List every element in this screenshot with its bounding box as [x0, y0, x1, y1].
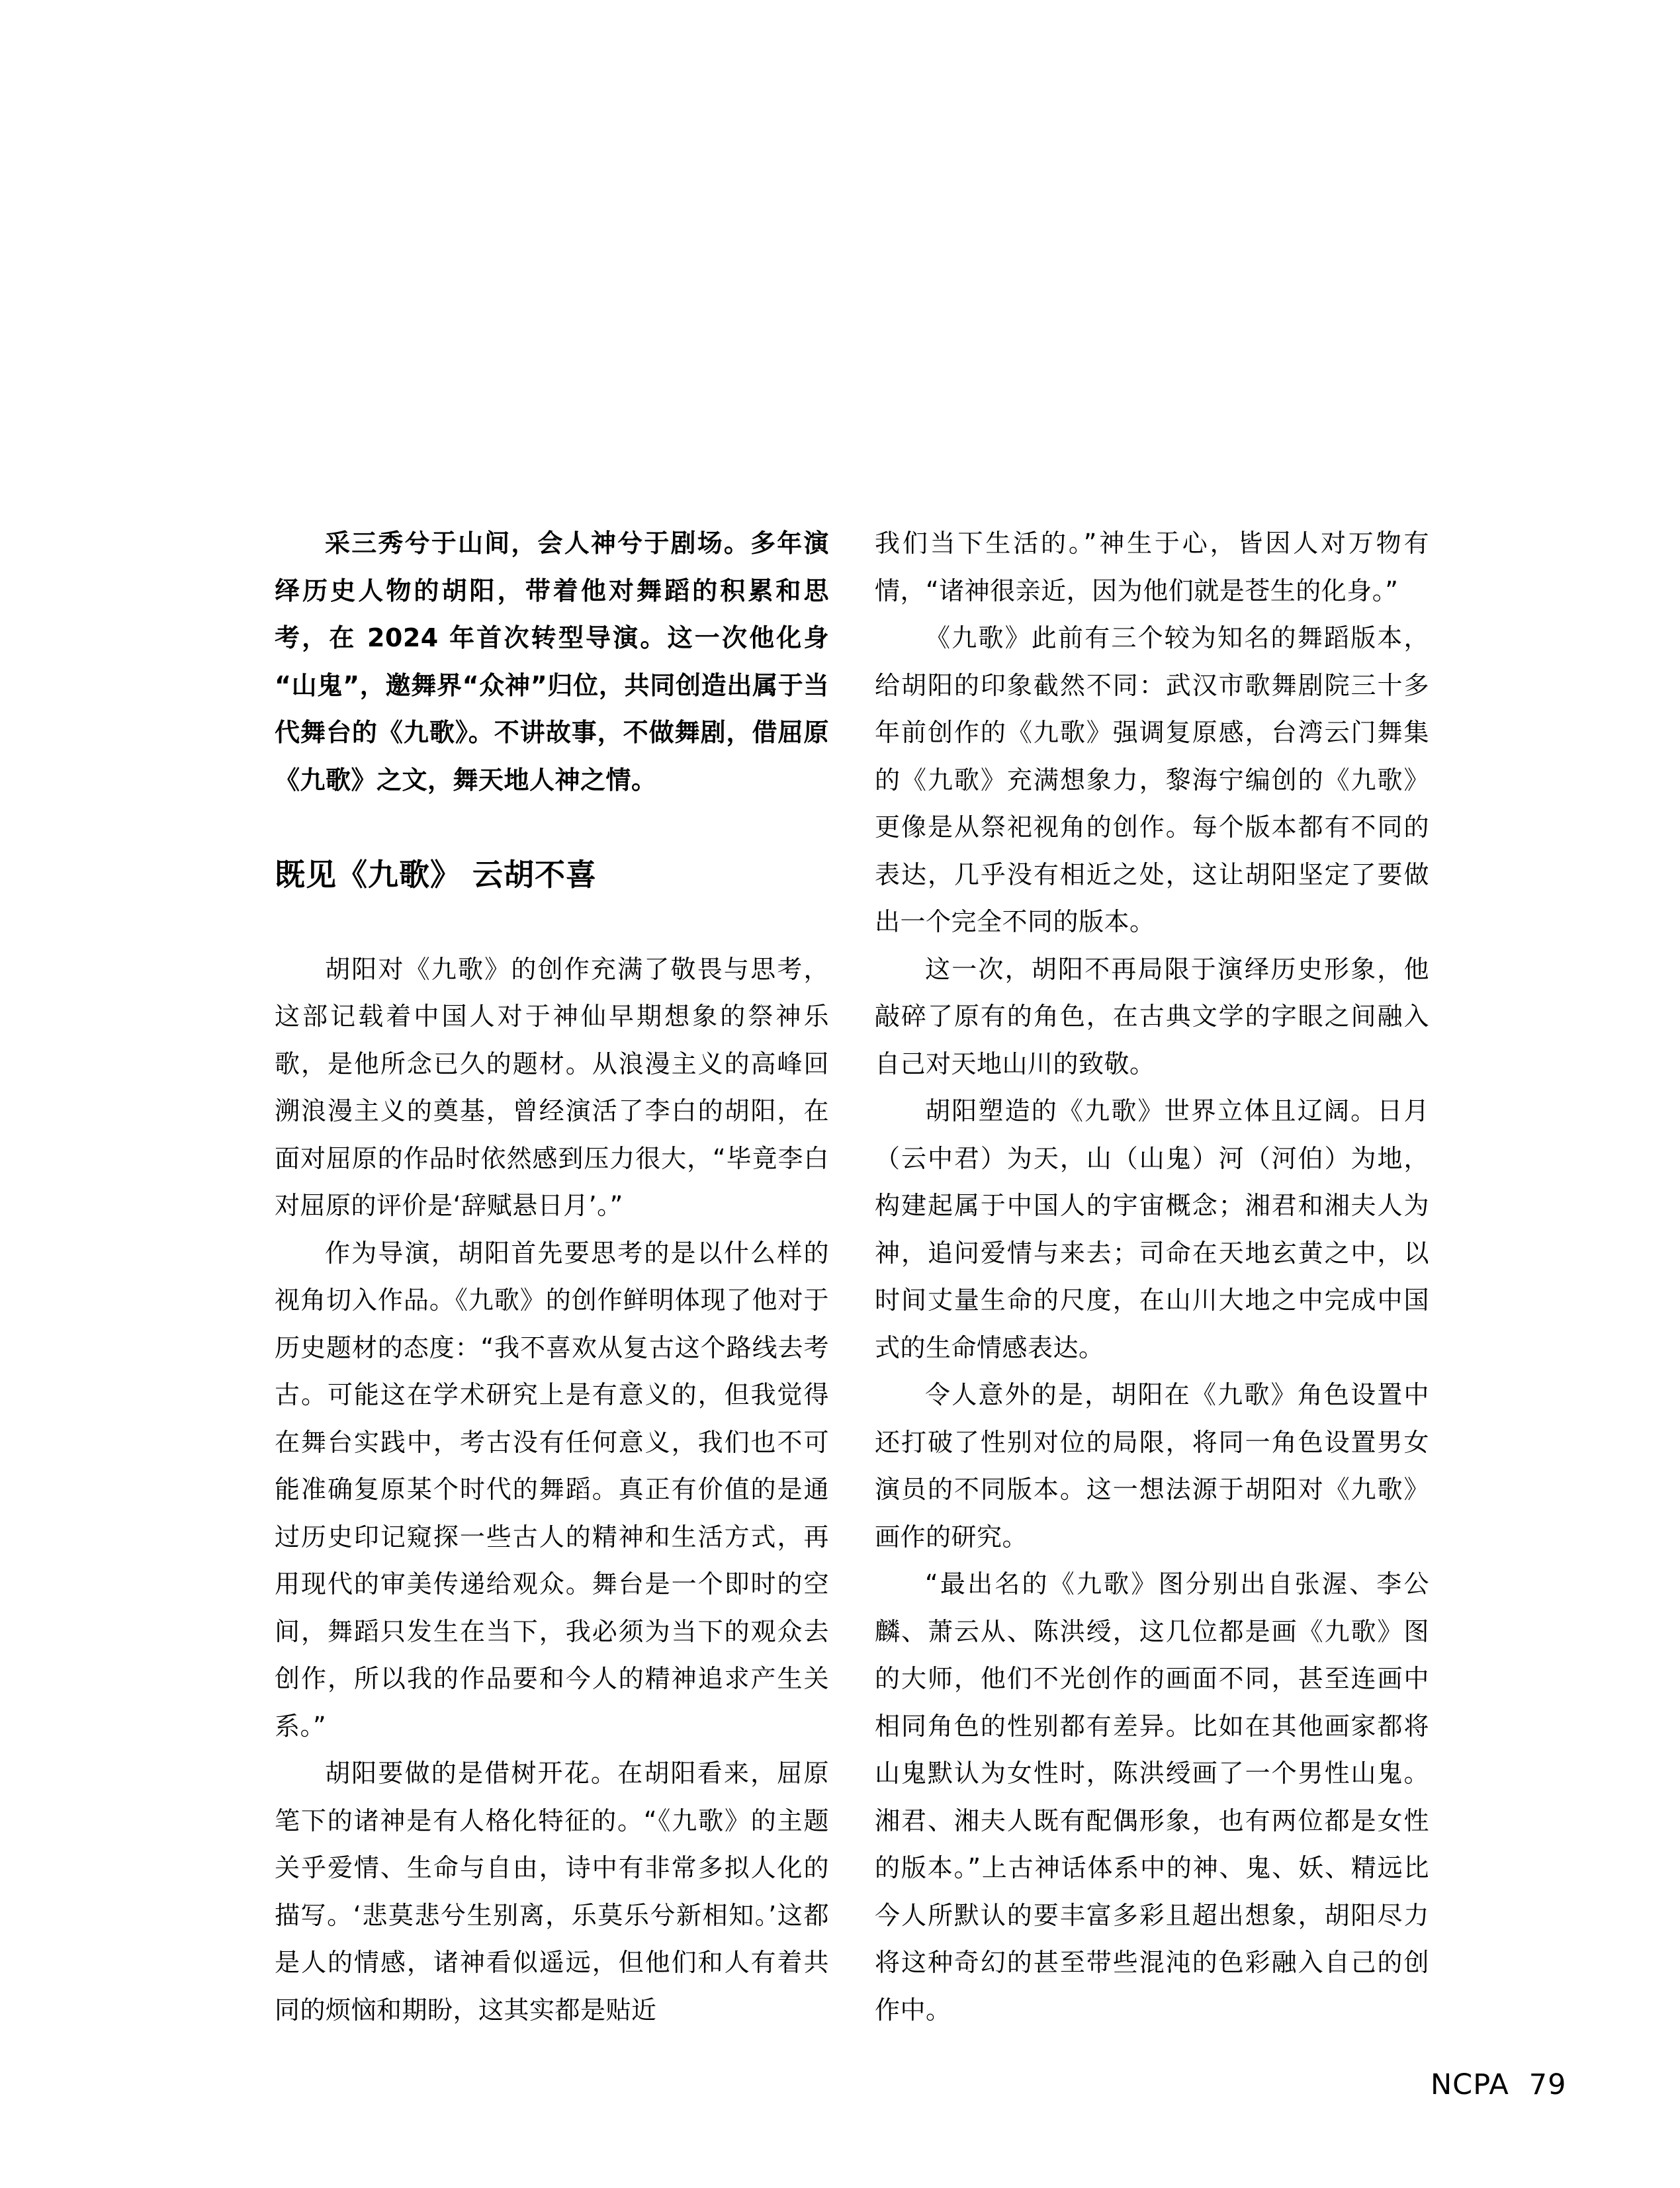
right-text-column	[875, 520, 1429, 2034]
left-text-column	[275, 520, 829, 2034]
paragraph: 胡阳对《九歌》的创作充满了敬畏与思考，这部记载着中国人对于神仙早期想象的祭神乐歌，是他所念已久的题材。从浪漫主义的高峰回溯浪漫主义的奠基，曾经演活了李白的胡阳，在面对屈原的作品时依然感到压力很大，“毕竟李白对屈原的评价是‘辞赋悬日月’。”	[275, 954, 829, 1220]
paragraph: 胡阳塑造的《九歌》世界立体且辽阔。日月（云中君）为天，山（山鬼）河（河伯）为地，构建起属于中国人的宇宙概念；湘君和湘夫人为神，追问爱情与来去；司命在天地玄黄之中，以时间丈量生命的尺度，在山川大地之中完成中国式的生命情感表达。	[875, 1096, 1429, 1362]
paragraph: 胡阳要做的是借树开花。在胡阳看来，屈原笔下的诸神是有人格化特征的。“《九歌》的主题关乎爱情、生命与自由，诗中有非常多拟人化的描写。‘悲莫悲兮生别离，乐莫乐兮新相知。’这都是人的情感，诸神看似遥远，但他们和人有着共同的烦恼和期盼，这其实都是贴近	[275, 1759, 829, 2025]
paragraph: “最出名的《九歌》图分别出自张渥、李公麟、萧云从、陈洪绶，这几位都是画《九歌》图的大师，他们不光创作的画面不同，甚至连画中相同角色的性别都有差异。比如在其他画家都将山鬼默认为女性时，陈洪绶画了一个男性山鬼。湘君、湘夫人既有配偶形象，也有两位都是女性的版本。”上古神话体系中的神、鬼、妖、精远比今人所默认的要丰富多彩且超出想象，胡阳尽力将这种奇幻的甚至带些混沌的色彩融入自己的创作中。	[875, 1569, 1429, 2025]
page-footer	[1431, 2070, 1567, 2100]
paragraph: 这一次，胡阳不再局限于演绎历史形象，他敲碎了原有的角色，在古典文学的字眼之间融入自己对天地山川的致敬。	[875, 954, 1429, 1078]
paragraph: 《九歌》此前有三个较为知名的舞蹈版本，给胡阳的印象截然不同：武汉市歌舞剧院三十多年前创作的《九歌》强调复原感，台湾云门舞集的《九歌》充满想象力，黎海宁编创的《九歌》更像是从祭祀视角的创作。每个版本都有不同的表达，几乎没有相近之处，这让胡阳坚定了要做出一个完全不同的版本。	[875, 623, 1429, 936]
section-heading: 既见《九歌》 云胡不喜	[275, 856, 597, 893]
footer-page-number: 79	[1528, 2068, 1567, 2101]
intro-paragraph: 采三秀兮于山间，会人神兮于剧场。多年演绎历史人物的胡阳，带着他对舞蹈的积累和思考，在 2024 年首次转型导演。这一次他化身“山鬼”，邀舞界“众神”归位，共同创造出属于当代舞台的《九歌》。不讲故事，不做舞剧，借屈原《九歌》之文，舞天地人神之情。	[275, 529, 829, 795]
footer-brand: NCPA	[1431, 2068, 1509, 2101]
continued-paragraph: 我们当下生活的。”神生于心，皆因人对万物有情，“诸神很亲近，因为他们就是苍生的化身。”	[875, 529, 1429, 605]
paragraph: 作为导演，胡阳首先要思考的是以什么样的视角切入作品。《九歌》的创作鲜明体现了他对于历史题材的态度：“我不喜欢从复古这个路线去考古。可能这在学术研究上是有意义的，但我觉得在舞台实践中，考古没有任何意义，我们也不可能准确复原某个时代的舞蹈。真正有价值的是通过历史印记窥探一些古人的精神和生活方式，再用现代的审美传递给观众。舞台是一个即时的空间，舞蹈只发生在当下，我必须为当下的观众去创作，所以我的作品要和今人的精神追求产生关系。”	[275, 1238, 829, 1741]
paragraph: 令人意外的是，胡阳在《九歌》角色设置中还打破了性别对位的局限，将同一角色设置男女演员的不同版本。这一想法源于胡阳对《九歌》画作的研究。	[875, 1380, 1429, 1552]
